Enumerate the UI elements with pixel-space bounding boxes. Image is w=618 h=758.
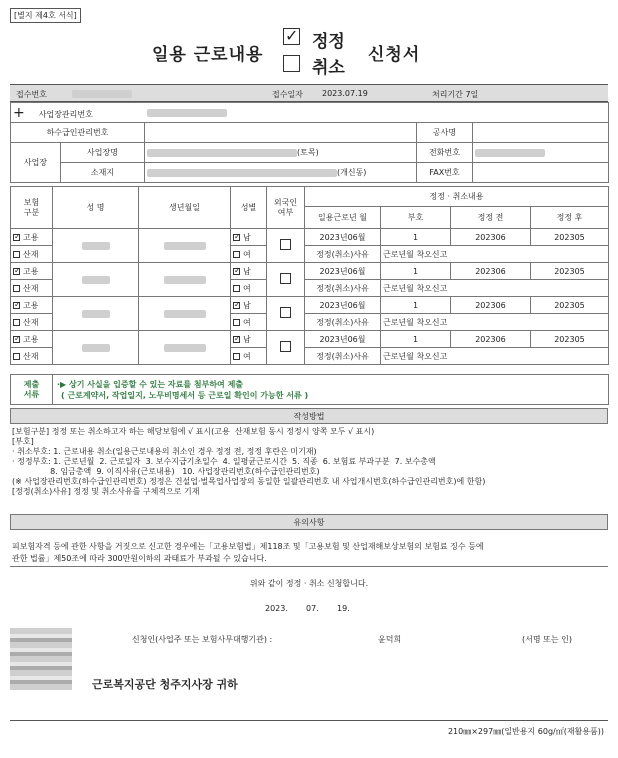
cancel-checkbox[interactable]	[283, 55, 300, 72]
form-title-suffix: 신청서	[368, 45, 421, 65]
guide-line: 8. 임금총액 9. 이직사유(근로내용) 10. 사업장관리번호(하수급인관리번호)	[12, 467, 320, 476]
signature-label: (서명 또는 인)	[522, 635, 572, 644]
receipt-no-value	[72, 90, 132, 98]
reason-label: 정정(취소)사유	[305, 280, 381, 297]
notice-line: 관한 법률」제50조에 따라 300만원이하의 과태료가 부과될 수 있습니다.	[12, 554, 267, 563]
worker-row	[11, 297, 609, 314]
workplace-name-label: 사업장명	[61, 143, 145, 163]
site-no-value[interactable]	[145, 103, 609, 123]
employ-ins[interactable]: ✓고용	[11, 263, 53, 280]
applicant-label: 신청인(사업주 또는 보험사무대행기관) :	[132, 635, 273, 644]
declaration: 위와 같이 정정 · 취소 신청합니다.	[249, 579, 369, 588]
header-foreigner: 외국인 여부	[267, 187, 305, 229]
processing-period: 처리기간 7일	[432, 90, 479, 99]
worker-birth[interactable]	[139, 297, 231, 331]
foreigner-checkbox[interactable]	[280, 273, 291, 284]
notice-line: 피보험자격 등에 관한 사항을 거짓으로 신고한 경우에는「고용보험법」제118조 및「고용보험 및 산업재해보상보험의 보험료 징수 등에	[12, 542, 484, 551]
foreigner-cell[interactable]	[267, 263, 305, 297]
male-option[interactable]: ✓ 남	[231, 263, 267, 280]
male-option[interactable]: ✓ 남	[231, 297, 267, 314]
reason-value[interactable]: 근로년월 착오신고	[381, 348, 609, 365]
correct-option-label: 정정	[312, 32, 345, 52]
notice-text	[12, 541, 606, 565]
employ-ins[interactable]: ✓고용	[11, 331, 53, 348]
foreigner-cell[interactable]	[267, 229, 305, 263]
sub-no-value[interactable]	[145, 123, 417, 143]
before-value[interactable]: 202306	[451, 331, 531, 348]
worker-name[interactable]	[53, 297, 139, 331]
foreigner-checkbox[interactable]	[280, 239, 291, 250]
guide-line: [정정(취소)사유] 정정 및 취소사유를 구체적으로 기재	[12, 487, 200, 496]
date-year: 2023.	[265, 604, 288, 613]
worker-name[interactable]	[53, 331, 139, 365]
foreigner-cell[interactable]	[267, 297, 305, 331]
reason-value[interactable]: 근로년월 착오신고	[381, 314, 609, 331]
female-option[interactable]: 여	[231, 246, 267, 263]
employ-ins[interactable]: ✓고용	[11, 229, 53, 246]
after-value[interactable]: 202305	[531, 229, 609, 246]
female-option[interactable]: 여	[231, 348, 267, 365]
worker-birth[interactable]	[139, 263, 231, 297]
header-correction-group: 정정 · 취소내용	[305, 187, 609, 207]
code[interactable]: 1	[381, 263, 451, 280]
employ-checkbox[interactable]	[13, 268, 20, 275]
code[interactable]: 1	[381, 297, 451, 314]
female-checkbox[interactable]	[233, 251, 240, 258]
worker-birth[interactable]	[139, 331, 231, 365]
after-value[interactable]: 202305	[531, 263, 609, 280]
after-value[interactable]: 202305	[531, 331, 609, 348]
fax-label: FAX번호	[417, 163, 473, 183]
work-month[interactable]: 2023년06월	[305, 263, 381, 280]
after-value[interactable]: 202305	[531, 297, 609, 314]
reason-label: 정정(취소)사유	[305, 246, 381, 263]
construction-value[interactable]	[473, 123, 609, 143]
foreigner-cell[interactable]	[267, 331, 305, 365]
industrial-ins[interactable]: 산재	[11, 348, 53, 365]
header-name: 성 명	[53, 187, 139, 229]
form-tag: [별지 제4호 서식]	[10, 8, 81, 23]
workplace-info-table	[10, 102, 609, 183]
work-month[interactable]: 2023년06월	[305, 331, 381, 348]
employ-checkbox[interactable]	[13, 302, 20, 309]
guide-line: [부호]	[12, 437, 34, 446]
industrial-ins[interactable]: 산재	[11, 280, 53, 297]
cancel-option-label: 취소	[312, 58, 345, 78]
industrial-ins[interactable]: 산재	[11, 246, 53, 263]
female-checkbox[interactable]	[233, 319, 240, 326]
before-value[interactable]: 202306	[451, 297, 531, 314]
date-day: 19.	[337, 604, 350, 613]
worker-row	[11, 331, 609, 348]
employ-checkbox[interactable]	[13, 234, 20, 241]
employ-ins[interactable]: ✓고용	[11, 297, 53, 314]
header-sex: 성별	[231, 187, 267, 229]
fax-value[interactable]	[473, 163, 609, 183]
female-option[interactable]: 여	[231, 314, 267, 331]
industrial-ins[interactable]: 산재	[11, 314, 53, 331]
header-after: 정정 후	[531, 207, 609, 229]
receipt-date-label: 접수일자	[272, 90, 303, 99]
before-value[interactable]: 202306	[451, 263, 531, 280]
applicant-name[interactable]: 윤덕희	[378, 635, 402, 644]
foreigner-checkbox[interactable]	[280, 341, 291, 352]
guide-line: (※ 사업장관리번호(하수급인관리번호) 정정은 건설업·벌목업사업장의 동일한 일괄관리번호 내 사업개시번호(하수급인관리번호)에 한함)	[12, 477, 486, 486]
receipt-no-label: 접수번호	[16, 90, 47, 99]
header-birth: 생년월일	[139, 187, 231, 229]
qr-code	[10, 628, 72, 690]
male-checkbox[interactable]	[233, 336, 240, 343]
sub-no-label: 하수급인관리번호	[11, 123, 145, 143]
guide-line: [보험구분] 정정 또는 취소하고자 하는 해당보험에 √ 표시(고용 산재보험 동시 정정시 양쪽 모두 √ 표시)	[12, 427, 375, 436]
code[interactable]: 1	[381, 229, 451, 246]
guide-line: · 정정부호: 1. 근로년월 2. 근로일자 3. 보수지급기초일수 4. 일평균근로시간 5. 직종 6. 보험료 부과구분 7. 보수총액	[12, 457, 436, 466]
phone-label: 전화번호	[417, 143, 473, 163]
worker-row	[11, 263, 609, 280]
submit-docs-table	[10, 374, 609, 405]
address-value[interactable]: (개신동)	[145, 163, 417, 183]
date-month: 07.	[306, 604, 319, 613]
industrial-checkbox[interactable]	[13, 353, 20, 360]
worker-row	[11, 229, 609, 246]
female-option[interactable]: 여	[231, 280, 267, 297]
male-checkbox[interactable]	[233, 234, 240, 241]
receipt-bar	[10, 84, 608, 102]
header-before: 정정 전	[451, 207, 531, 229]
worker-birth[interactable]	[139, 229, 231, 263]
notice-title: 유의사항	[10, 514, 608, 530]
before-value[interactable]: 202306	[451, 229, 531, 246]
work-month[interactable]: 2023년06월	[305, 297, 381, 314]
workplace-label: 사업장	[11, 143, 61, 183]
receipt-date-value: 2023.07.19	[322, 89, 368, 98]
male-checkbox[interactable]	[233, 302, 240, 309]
form-title: 일용 근로내용	[152, 45, 264, 65]
guide-text	[12, 427, 606, 497]
female-checkbox[interactable]	[233, 353, 240, 360]
paper-spec: 210㎜×297㎜(일반용지 60g/㎡(재활용품))	[447, 727, 604, 736]
submit-label: 제출 서류	[11, 375, 53, 405]
worker-name[interactable]	[53, 263, 139, 297]
code[interactable]: 1	[381, 331, 451, 348]
worker-table	[10, 186, 609, 365]
recipient: 근로복지공단 청주지사장 귀하	[92, 678, 238, 691]
male-option[interactable]: ✓ 남	[231, 229, 267, 246]
guide-line: · 취소부호: 1. 근로내용 취소(일용근로내용의 취소인 경우 정정 전, 정정 후란은 미기재)	[12, 447, 317, 456]
phone-value[interactable]	[473, 143, 609, 163]
reason-value[interactable]: 근로년월 착오신고	[381, 280, 609, 297]
workplace-name-value[interactable]: (토목)	[145, 143, 417, 163]
work-month[interactable]: 2023년06월	[305, 229, 381, 246]
industrial-checkbox[interactable]	[13, 285, 20, 292]
reason-label: 정정(취소)사유	[305, 348, 381, 365]
worker-name[interactable]	[53, 229, 139, 263]
plus-icon: +	[13, 104, 25, 121]
industrial-checkbox[interactable]	[13, 319, 20, 326]
male-checkbox[interactable]	[233, 268, 240, 275]
foreigner-checkbox[interactable]	[280, 307, 291, 318]
female-checkbox[interactable]	[233, 285, 240, 292]
header-code: 부호	[381, 207, 451, 229]
guide-title: 작성방법	[10, 408, 608, 424]
submit-text: ·▶ 상기 사실을 입증할 수 있는 자료를 첨부하여 제출 ( 근로계약서, 작업일지, 노무비명세서 등 근로일 확인이 가능한 서류 )	[53, 375, 609, 405]
site-no-label: + 사업장관리번호	[11, 103, 145, 123]
reason-label: 정정(취소)사유	[305, 314, 381, 331]
header-insurance-type: 보험 구분	[11, 187, 53, 229]
correct-checkbox[interactable]	[283, 28, 300, 45]
industrial-checkbox[interactable]	[13, 251, 20, 258]
header-work-month: 일용근로년 월	[305, 207, 381, 229]
male-option[interactable]: ✓ 남	[231, 331, 267, 348]
employ-checkbox[interactable]	[13, 336, 20, 343]
reason-value[interactable]: 근로년월 착오신고	[381, 246, 609, 263]
construction-label: 공사명	[417, 123, 473, 143]
address-label: 소재지	[61, 163, 145, 183]
